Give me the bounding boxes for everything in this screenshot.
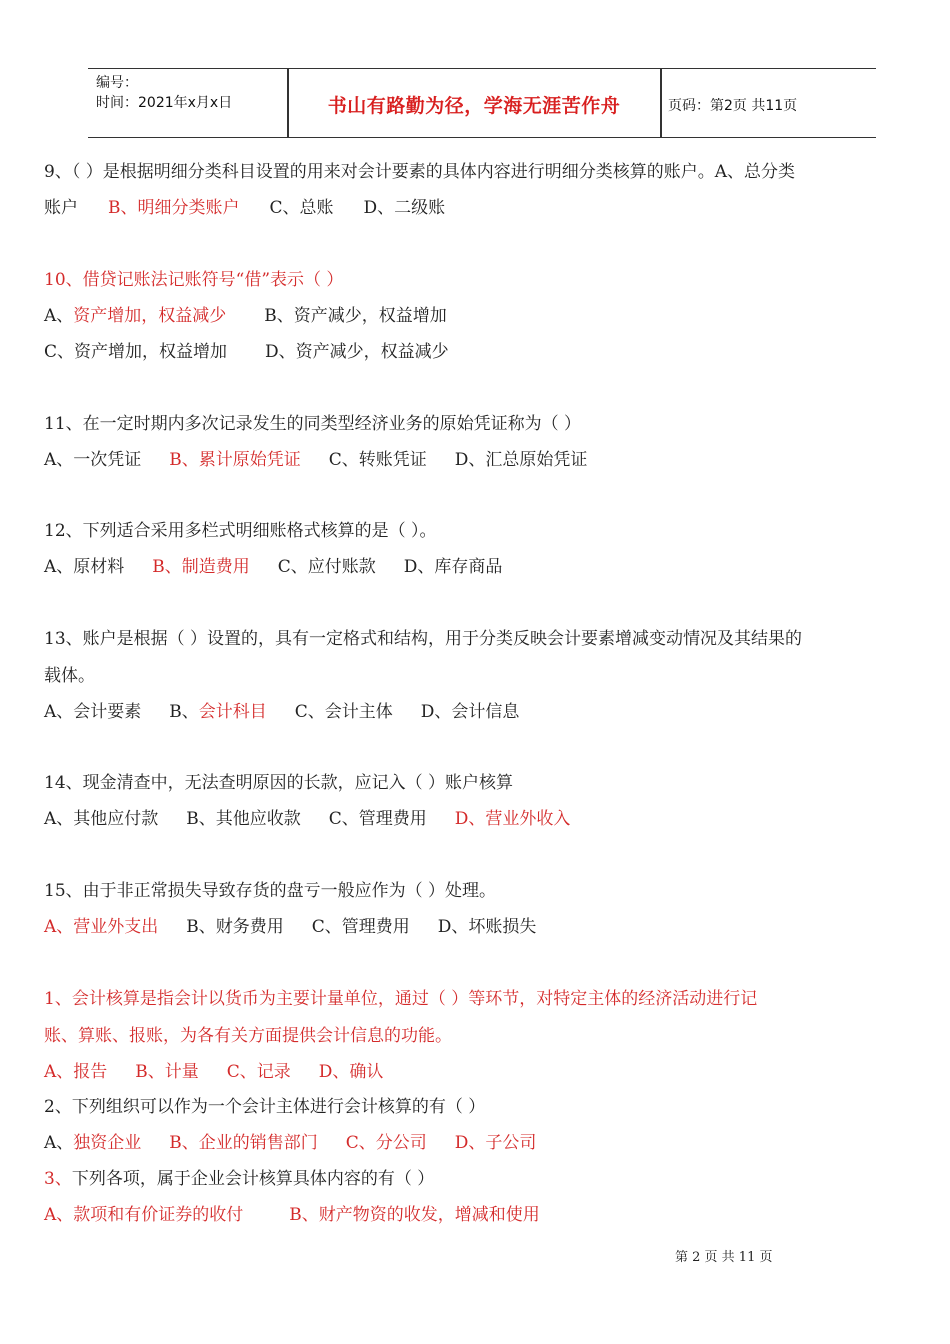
m3-option-b: B、财产物资的收发，增减和使用 [289,1205,540,1225]
m1-stem-line1 [44,987,757,1011]
q14-option-c: C、管理费用 [328,809,427,829]
q15-option-d: D、坏账损失 [437,917,537,937]
m3-stem: 下列各项，属于企业会计核算具体内容的有（ ） [71,1169,435,1189]
q12-stem: 12、下列适合采用多栏式明细账格式核算的是（ ）。 [44,521,437,541]
q9-stem-line2: 账户 [44,198,78,218]
m3-options [44,1203,540,1227]
q14-option-a: A、其他应付款 [44,809,159,829]
m1-stem-line2: 账、算账、报账，为各有关方面提供会计信息的功能。 [44,1026,452,1046]
q13-option-a: A、会计要素 [44,702,142,722]
q14-stem: 14、现金清查中，无法查明原因的长款，应记入（ ）账户核算 [44,773,514,793]
m1-option-b: B、计量 [135,1062,199,1082]
q15-options [44,915,536,939]
q13-option-b-prefix: B、 [169,702,199,722]
q13-stem-line2: 载体。 [44,666,95,686]
header-motto: 书山有路勤为径，学海无涯苦作舟 [327,95,621,117]
q11-option-a: A、一次凭证 [44,450,142,470]
m2-option-b: B、企业的销售部门 [169,1133,318,1153]
q13-option-d: D、会计信息 [420,702,520,722]
m2-option-d: D、子公司 [454,1133,537,1153]
page-footer: 第 2 页 共 11 页 [675,1250,773,1265]
header-meta [96,73,232,113]
header-time: 时间：2021年x月x日 [96,95,233,111]
m1-stem-tail: 主体的经济活动进行记 [587,989,758,1009]
q12-options [44,555,502,579]
header-page-number: 页码：第2页 共11页 [668,98,798,114]
q15-stem: 15、由于非正常损失导致存货的盘亏一般应作为（ ）处理。 [44,881,497,901]
m3-option-a: A、款项和有价证券的收付 [44,1205,244,1225]
q15-option-c: C、管理费用 [311,917,410,937]
m1-option-c: C、记录 [226,1062,291,1082]
m2-stem: 2、下列组织可以作为一个会计主体进行会计核算的有（ ） [44,1097,486,1117]
q10-option-a-prefix: A、 [44,306,74,326]
q13-stem-line1: 13、账户是根据（ ）设置的，具有一定格式和结构，用于分类反映会计要素增减变动情况及其结果的 [44,629,803,649]
q9-options [44,196,445,220]
q11-option-c: C、转账凭证 [328,450,427,470]
q13-option-b: 会计科目 [198,702,267,722]
q15-option-a: A、营业外支出 [44,917,159,937]
q11-option-b: B、累计原始凭证 [169,450,301,470]
q14-option-d: D、营业外收入 [454,809,571,829]
m2-options [44,1131,536,1155]
q9-option-b: B、明细分类账户 [108,198,240,218]
q11-options [44,448,587,472]
header-number: 编号： [96,75,138,91]
m2-option-c: C、分公司 [345,1133,427,1153]
m2-option-a: 独资企业 [73,1133,142,1153]
q11-stem: 11、在一定时期内多次记录发生的同类型经济业务的原始凭证称为（ ） [44,414,582,434]
page-header [88,68,876,138]
q12-option-b: B、制造费用 [152,557,250,577]
q9-option-c: C、总账 [269,198,334,218]
q10-stem: 10、借贷记账法记账符号“借”表示（ ） [44,270,344,290]
q10-options-row2 [44,340,449,364]
q9-option-d: D、二级账 [363,198,446,218]
m1-stem-red: 1、会计核算是指会计以货币为主要计量单位，通过（ ）等环节，对特定 [44,989,588,1009]
q14-option-b: B、其他应收款 [186,809,301,829]
m2-option-a-prefix: A、 [44,1133,74,1153]
q15-option-b: B、财务费用 [186,917,284,937]
m1-option-a: A、报告 [44,1062,108,1082]
m3-stem-line [44,1167,434,1191]
q12-option-d: D、库存商品 [403,557,503,577]
m1-options [44,1060,383,1084]
q10-option-c: C、资产增加，权益增加 [44,342,228,362]
q10-options-row1 [44,304,447,328]
q10-option-d: D、资产减少，权益减少 [265,342,449,362]
q12-option-c: C、应付账款 [277,557,376,577]
m1-option-d: D、确认 [318,1062,384,1082]
q10-option-a: 资产增加，权益减少 [73,306,227,326]
q9-stem-line1: 9、（ ）是根据明细分类科目设置的用来对会计要素的具体内容进行明细分类核算的账户。A、总分类 [44,162,795,182]
q13-option-c: C、会计主体 [294,702,393,722]
q12-option-a: A、原材料 [44,557,125,577]
header-divider [660,69,662,137]
q11-option-d: D、汇总原始凭证 [454,450,588,470]
m3-stem-prefix: 3、 [44,1169,72,1189]
q14-options [44,807,570,831]
q10-option-b: B、资产减少，权益增加 [264,306,447,326]
q13-options [44,700,519,724]
